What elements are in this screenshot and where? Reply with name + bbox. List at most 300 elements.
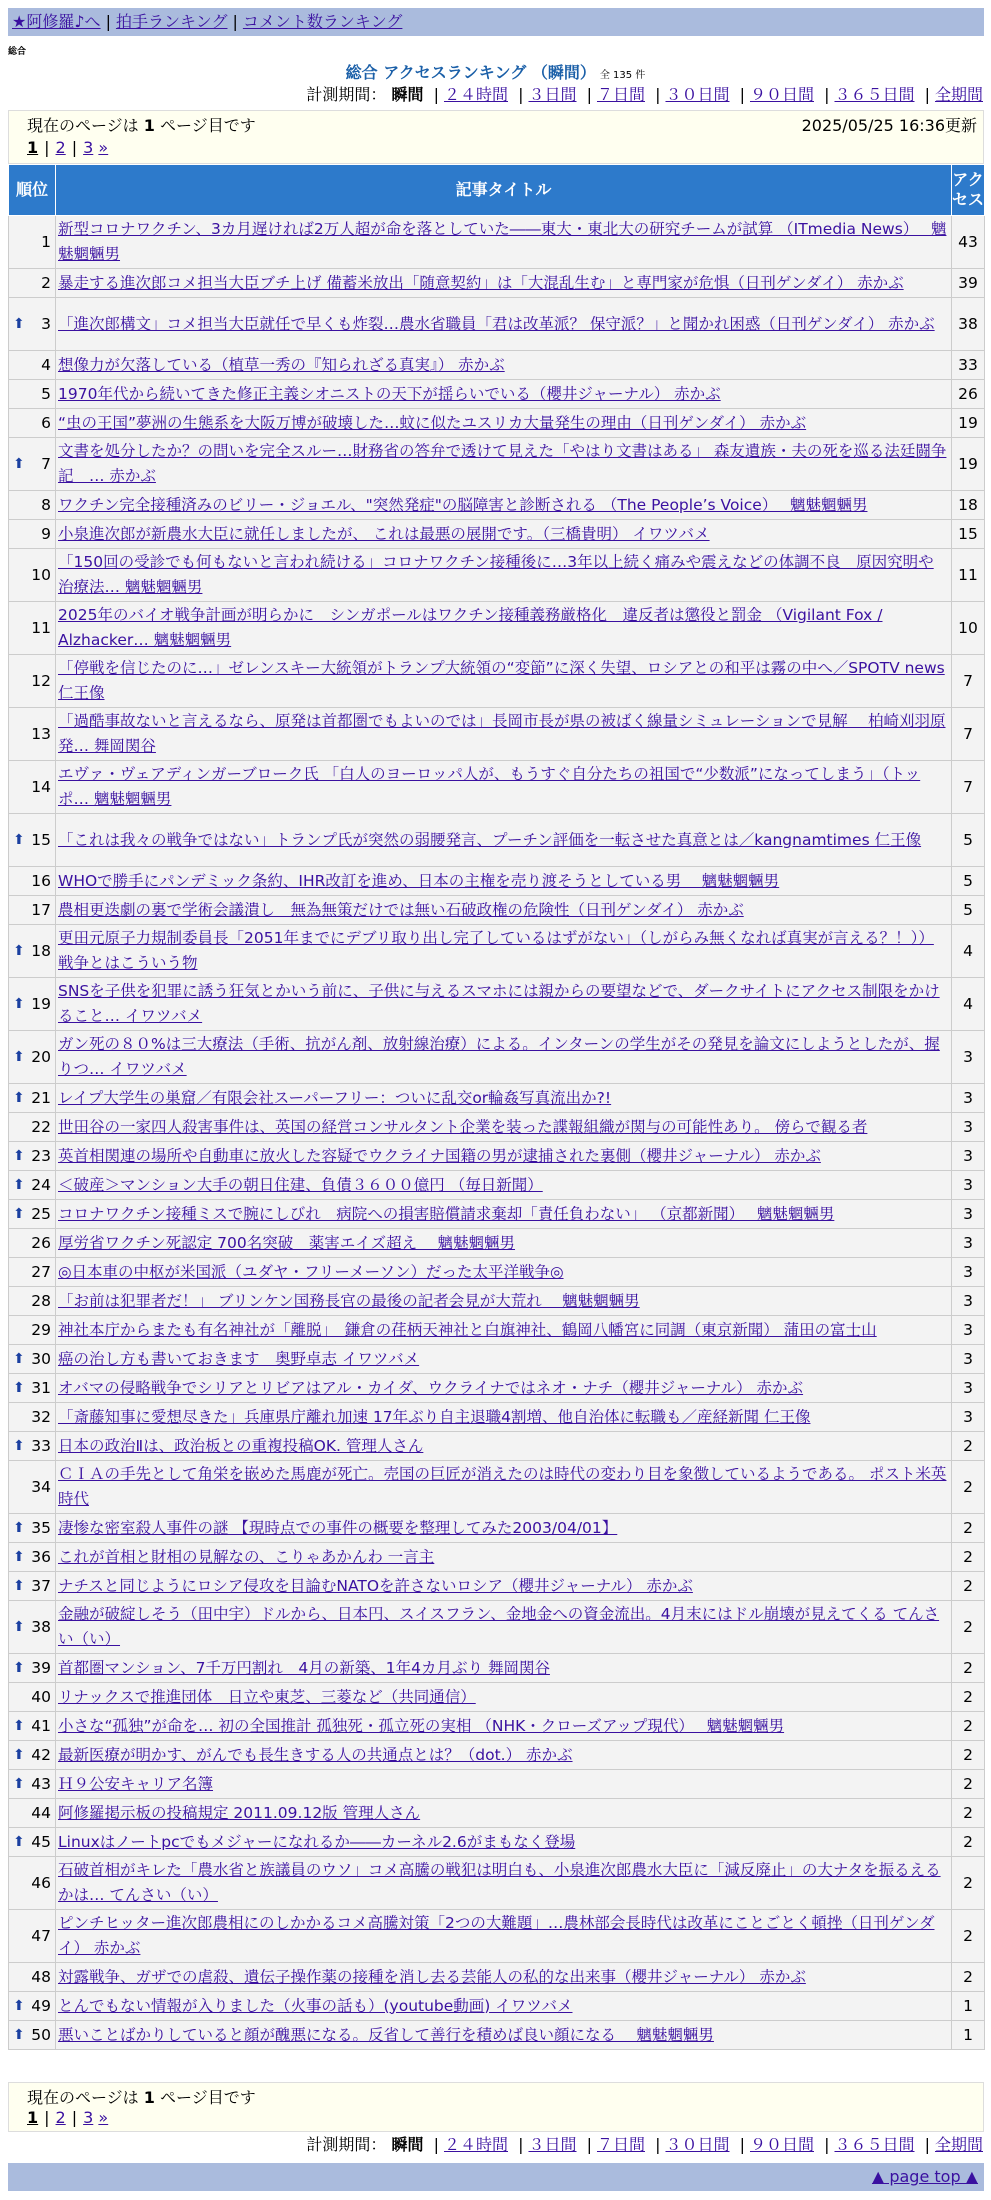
rank-cell: [9, 925, 56, 978]
title-cell: [56, 351, 952, 380]
title-cell: [56, 1712, 952, 1741]
title-cell: [56, 298, 952, 351]
rank-up-arrow-icon: ⬆: [13, 942, 25, 959]
access-count: 10: [952, 602, 985, 655]
article-title-link[interactable]: 最新医療が明かす、がんでも長生きする人の共通点とは？（dot.） 赤かぶ: [58, 1745, 573, 1764]
rank-number: 48: [31, 1967, 51, 1986]
access-count: 5: [952, 896, 985, 925]
period-link-3d[interactable]: ３日間: [528, 2135, 577, 2154]
article-title-link[interactable]: 日本の政治Ⅱは、政治板との重複投稿OK. 管理人さん: [58, 1436, 424, 1455]
page-current: 1: [27, 2108, 39, 2127]
access-count: 2: [952, 1857, 985, 1910]
rank-cell: [9, 1113, 56, 1142]
article-title-link[interactable]: レイプ大学生の巣窟／有限会社スーパーフリー：ついに乱交or輪姦写真流出か?!: [58, 1088, 612, 1107]
rank-up-arrow-icon: ⬆: [13, 1659, 25, 1676]
rank-number: 19: [31, 994, 51, 1013]
table-row: [9, 925, 985, 978]
article-title-link[interactable]: オバマの侵略戦争でシリアとリビアはアル・カイダ、ウクライナではネオ・ナチ（櫻井ジャーナル） 赤かぶ: [58, 1378, 804, 1397]
access-count: 38: [952, 298, 985, 351]
rank-number: 5: [41, 384, 51, 403]
updated-timestamp: 2025/05/25 16:36更新: [801, 116, 977, 135]
rank-cell: [9, 438, 56, 491]
table-row: [9, 1601, 985, 1654]
article-title-link[interactable]: 「停戦を信じたのに…」ゼレンスキー大統領がトランプ大統領の“変節”に深く失望、ロシアとの和平は霧の中へ／SPOTV news 仁王像: [58, 659, 945, 702]
rank-number: 23: [31, 1146, 51, 1165]
title-cell: [56, 1345, 952, 1374]
article-title-link[interactable]: 2025年のバイオ戦争計画が明らかに シンガポールはワクチン接種義務厳格化 違反者は懲役と罰金 （Vigilant Fox / Alzhacker… 魑魅魍魎男: [58, 606, 883, 649]
rank-cell: [9, 351, 56, 380]
article-title-link[interactable]: SNSを子供を犯罪に誘う狂気とかいう前に、子供に与えるスマホには親からの要望などで、ダークサイトにアクセス制限をかけること… イワツバメ: [58, 982, 940, 1025]
rank-cell: [9, 1287, 56, 1316]
title-cell: [56, 1828, 952, 1857]
access-count: 7: [952, 761, 985, 814]
rank-number: 50: [31, 2025, 51, 2044]
access-count: 3: [952, 1258, 985, 1287]
rank-up-arrow-icon: ⬆: [13, 1437, 25, 1454]
access-count: 7: [952, 708, 985, 761]
rank-number: 2: [41, 273, 51, 292]
rank-number: 18: [31, 941, 51, 960]
table-row: [9, 1461, 985, 1514]
table-row: [9, 602, 985, 655]
rank-cell: [9, 1084, 56, 1113]
access-count: 33: [952, 351, 985, 380]
rank-cell: [9, 298, 56, 351]
title-cell: [56, 655, 952, 708]
article-title-link[interactable]: 首都圏マンション、7千万円割れ 4月の新築、1年4カ月ぶり 舞岡関谷: [58, 1658, 550, 1677]
rank-cell: [9, 1963, 56, 1992]
access-count: 5: [952, 814, 985, 867]
nav-separator: |: [232, 12, 238, 31]
title-cell: [56, 1200, 952, 1229]
rank-number: 42: [31, 1745, 51, 1764]
title-cell: [56, 1963, 952, 1992]
rank-number: 20: [31, 1047, 51, 1066]
rank-up-arrow-icon: ⬆: [13, 1577, 25, 1594]
title-cell: [56, 1683, 952, 1712]
rank-cell: [9, 1171, 56, 1200]
access-count: 2: [952, 1514, 985, 1543]
table-row: [9, 978, 985, 1031]
article-title-link[interactable]: 悪いことばかりしていると顔が醜悪になる。反省して善行を積めば良い顔になる 魑魅魍魎男: [58, 2025, 714, 2044]
period-link-30d[interactable]: ３０日間: [665, 2135, 730, 2154]
period-link-3d[interactable]: ３日間: [528, 85, 577, 104]
access-count: 2: [952, 1683, 985, 1712]
category-label: 総合: [8, 47, 27, 57]
rank-up-arrow-icon: ⬆: [13, 1519, 25, 1536]
title-cell: [56, 1770, 952, 1799]
article-title-link[interactable]: 英首相関連の場所や自動車に放火した容疑でウクライナ国籍の男が逮捕された裏側（櫻井ジャーナル） 赤かぶ: [58, 1146, 821, 1165]
access-count: 3: [952, 1345, 985, 1374]
title-cell: [56, 1514, 952, 1543]
rank-number: 14: [31, 777, 51, 796]
table-row: [9, 1799, 985, 1828]
rank-cell: [9, 1258, 56, 1287]
rank-cell: [9, 1601, 56, 1654]
table-row: [9, 438, 985, 491]
rank-number: 16: [31, 871, 51, 890]
pagination-bottom: 1 | 2 | 3 »: [27, 2108, 109, 2127]
page-link-3[interactable]: 3: [83, 138, 94, 157]
rank-number: 32: [31, 1407, 51, 1426]
access-count: 2: [952, 1712, 985, 1741]
rank-cell: [9, 1741, 56, 1770]
article-title-link[interactable]: 「進次郎構文」コメ担当大臣就任で早くも炸裂…農水省職員「君は改革派？ 保守派？」と聞かれ困惑（日刊ゲンダイ） 赤かぶ: [58, 314, 935, 333]
period-link-all[interactable]: 全期間: [934, 85, 983, 104]
rank-number: 26: [31, 1233, 51, 1252]
rank-number: 25: [31, 1204, 51, 1223]
title-cell: [56, 1113, 952, 1142]
article-title-link[interactable]: Ｈ９公安キャリア名簿: [58, 1774, 214, 1793]
period-link-365d[interactable]: ３６５日間: [834, 85, 915, 104]
page-current: 1: [27, 138, 39, 157]
access-count: 18: [952, 491, 985, 520]
article-title-link[interactable]: 「過酷事故ないと言えるなら、原発は首都圏でもよいのでは」長岡市長が県の被ばく線量シミュレーションで見解 柏崎刈羽原発… 舞岡関谷: [58, 712, 946, 755]
access-count: 4: [952, 978, 985, 1031]
article-title-link[interactable]: 「斎藤知事に愛想尽きた」兵庫県庁離れ加速 17年ぶり自主退職4割増、他自治体に転職も／産経新聞 仁王像: [58, 1407, 811, 1426]
article-title-link[interactable]: 「お前は犯罪者だ！」 ブリンケン国務長官の最後の記者会見が大荒れ 魑魅魍魎男: [58, 1291, 640, 1310]
title-cell: [56, 1601, 952, 1654]
article-title-link[interactable]: ＜破産＞マンション大手の朝日住建、負債３６００億円 （毎日新聞）: [58, 1175, 543, 1194]
period-selector-bottom: 計測期間： 瞬間 | ２４時間 | ３日間 | ７日間 | ３０日間 | ９０日間 | ３６５日間 | 全期間: [306, 2135, 983, 2154]
rank-up-arrow-icon: ⬆: [13, 1618, 25, 1635]
title-cell: [56, 1084, 952, 1113]
table-row: [9, 1258, 985, 1287]
article-title-link[interactable]: ＣＩＡの手先として角栄を嵌めた馬鹿が死亡。売国の巨匠が消えたのは時代の変わり目を象徴しているようである。 ポスト米英時代: [58, 1465, 947, 1508]
article-title-link[interactable]: 金融が破綻しそう（田中宇）ドルから、日本円、スイスフラン、金地金への資金流出。4月末にはドル崩壊が見えてくる てんさい（い）: [58, 1605, 940, 1648]
article-title-link[interactable]: 暴走する進次郎コメ担当大臣ブチ上げ 備蓄米放出「随意契約」は「大混乱生む」と専門家が危惧（日刊ゲンダイ） 赤かぶ: [58, 273, 904, 292]
rank-cell: [9, 1543, 56, 1572]
rank-number: 17: [31, 900, 51, 919]
table-row: [9, 708, 985, 761]
period-link-all[interactable]: 全期間: [934, 2135, 983, 2154]
rank-number: 28: [31, 1291, 51, 1310]
rank-cell: [9, 978, 56, 1031]
access-count: 3: [952, 1171, 985, 1200]
article-title-link[interactable]: ◎日本車の中枢が米国派（ユダヤ・フリーメーソン）だった太平洋戦争◎: [58, 1262, 564, 1281]
rank-cell: [9, 655, 56, 708]
rank-number: 27: [31, 1262, 51, 1281]
rank-cell: [9, 1910, 56, 1963]
article-title-link[interactable]: 神社本庁からまたも有名神社が「離脱」 鎌倉の荏柄天神社と白旗神社、鶴岡八幡宮に同調（東京新聞） 蒲田の富士山: [58, 1320, 877, 1339]
top-nav-bar: [8, 8, 984, 36]
period-link-7d[interactable]: ７日間: [596, 2135, 645, 2154]
access-count: 3: [952, 1084, 985, 1113]
ranking-table-body: [9, 216, 985, 2050]
access-count: 3: [952, 1142, 985, 1171]
page-top-link[interactable]: ▲ page top ▲: [871, 2167, 978, 2186]
article-title-link[interactable]: 農相更迭劇の裏で学術会議潰し 無為無策だけでは無い石破政権の危険性（日刊ゲンダイ） 赤かぶ: [58, 900, 744, 919]
access-count: 2: [952, 1741, 985, 1770]
rank-up-arrow-icon: ⬆: [13, 1089, 25, 1106]
table-row: [9, 1287, 985, 1316]
article-title-link[interactable]: WHOで勝手にパンデミック条約、IHR改訂を進め、日本の主権を売り渡そうとしている男 魑魅魍魎男: [58, 871, 780, 890]
title-cell: [56, 1432, 952, 1461]
table-row: [9, 1403, 985, 1432]
rank-number: 30: [31, 1349, 51, 1368]
table-row: [9, 1741, 985, 1770]
rank-cell: [9, 1654, 56, 1683]
title-cell: [56, 1142, 952, 1171]
article-title-link[interactable]: これが首相と財相の見解なの、こりゃあかんわ 一言主: [58, 1547, 435, 1566]
title-cell: [56, 438, 952, 491]
title-cell: [56, 1857, 952, 1910]
rank-number: 8: [41, 495, 51, 514]
rank-up-arrow-icon: ⬆: [13, 2026, 25, 2043]
rank-up-arrow-icon: ⬆: [13, 1717, 25, 1734]
title-cell: [56, 1316, 952, 1345]
table-row: [9, 1963, 985, 1992]
access-count: 2: [952, 1770, 985, 1799]
rank-cell: [9, 896, 56, 925]
title-cell: [56, 1031, 952, 1084]
period-link-24h[interactable]: ２４時間: [443, 85, 508, 104]
header-rank: 順位: [9, 165, 56, 216]
rank-number: 22: [31, 1117, 51, 1136]
article-title-link[interactable]: ナチスと同じようにロシア侵攻を目論むNATOを許さないロシア（櫻井ジャーナル） 赤かぶ: [58, 1576, 693, 1595]
article-title-link[interactable]: 小さな“孤独”が命を… 初の全国推計 孤独死・孤立死の実相 （NHK・クローズアップ現代） 魑魅魍魎男: [58, 1716, 785, 1735]
article-title-link[interactable]: エヴァ・ヴェアディンガーブローク氏 「白人のヨーロッパ人が、もうすぐ自分たちの祖国で“少数派”になってしまう」（トッポ… 魑魅魍魎男: [58, 765, 921, 808]
table-row: [9, 1857, 985, 1910]
article-title-link[interactable]: 癌の治し方も書いておきます 奥野卓志 イワツバメ: [58, 1349, 420, 1368]
period-selector-top: 計測期間： 瞬間 | ２４時間 | ３日間 | ７日間 | ３０日間 | ９０日間 | ３６５日間 | 全期間: [306, 85, 983, 104]
table-row: [9, 1683, 985, 1712]
rank-up-arrow-icon: ⬆: [13, 1048, 25, 1065]
rank-number: 33: [31, 1436, 51, 1455]
table-row: [9, 351, 985, 380]
period-label: 計測期間：: [306, 85, 387, 104]
table-row: [9, 1828, 985, 1857]
rank-cell: [9, 1992, 56, 2021]
title-cell: [56, 1374, 952, 1403]
period-link-30d[interactable]: ３０日間: [665, 85, 730, 104]
rank-cell: [9, 2021, 56, 2050]
title-cell: [56, 978, 952, 1031]
access-count: 3: [952, 1113, 985, 1142]
title-cell: [56, 1572, 952, 1601]
table-row: [9, 1432, 985, 1461]
title-cell: [56, 1258, 952, 1287]
rank-cell: [9, 1374, 56, 1403]
rank-number: 1: [41, 232, 51, 251]
table-row: [9, 1992, 985, 2021]
rank-number: 46: [31, 1873, 51, 1892]
footer-bar: [8, 2163, 984, 2191]
table-row: [9, 216, 985, 269]
article-title-link[interactable]: “虫の王国”夢洲の生態系を大阪万博が破壊した…蚊に似たユスリカ大量発生の理由（日刊ゲンダイ） 赤かぶ: [58, 413, 807, 432]
rank-number: 43: [31, 1774, 51, 1793]
page-info-top: [8, 110, 984, 164]
rank-cell: [9, 520, 56, 549]
table-row: [9, 1514, 985, 1543]
rank-cell: [9, 380, 56, 409]
period-link-365d[interactable]: ３６５日間: [834, 2135, 915, 2154]
rank-number: 13: [31, 724, 51, 743]
article-title-link[interactable]: ピンチヒッター進次郎農相にのしかかるコメ高騰対策「2つの大難題」…農林部会長時代は改革にことごとく頓挫（日刊ゲンダイ） 赤かぶ: [58, 1914, 935, 1957]
rank-number: 47: [31, 1926, 51, 1945]
rank-number: 10: [31, 565, 51, 584]
clap-ranking-link[interactable]: 拍手ランキング: [115, 12, 228, 31]
period-link-90d[interactable]: ９０日間: [749, 2135, 814, 2154]
rank-up-arrow-icon: ⬆: [13, 1205, 25, 1222]
access-count: 3: [952, 1229, 985, 1258]
rank-up-arrow-icon: ⬆: [13, 831, 25, 848]
rank-cell: [9, 1200, 56, 1229]
nav-separator: |: [105, 12, 111, 31]
rank-number: 49: [31, 1996, 51, 2015]
article-title-link[interactable]: 「これは我々の戦争ではない」トランプ氏が突然の弱腰発言、プーチン評価を一転させた真意とは／kangnamtimes 仁王像: [58, 830, 922, 849]
table-row: [9, 1084, 985, 1113]
article-title-link[interactable]: 対露戦争、ガザでの虐殺、遺伝子操作薬の接種を消し去る芸能人の私的な出来事（櫻井ジャーナル） 赤かぶ: [58, 1967, 806, 1986]
access-count: 2: [952, 1910, 985, 1963]
title-cell: [56, 1654, 952, 1683]
title-cell: [56, 1403, 952, 1432]
article-title-link[interactable]: 小泉進次郎が新農水大臣に就任しましたが、 これは最悪の展開です。（三橋貴明） イワツバメ: [58, 524, 710, 543]
article-title-link[interactable]: ガン死の８０%は三大療法（手術、抗がん剤、放射線治療）による。インターンの学生がその発見を論文にしようとしたが、握りつ… イワツバメ: [58, 1035, 940, 1078]
access-count: 2: [952, 1543, 985, 1572]
article-title-link[interactable]: 凄惨な密室殺人事件の謎 【現時点での事件の概要を整理してみた2003/04/01】: [58, 1518, 618, 1537]
rank-up-arrow-icon: ⬆: [13, 1379, 25, 1396]
access-count: 5: [952, 867, 985, 896]
rank-cell: [9, 1712, 56, 1741]
access-count: 3: [952, 1316, 985, 1345]
table-header-row: [9, 165, 985, 216]
table-row: [9, 1572, 985, 1601]
table-row: [9, 1543, 985, 1572]
page-next-link[interactable]: »: [98, 2108, 109, 2127]
table-row: [9, 1229, 985, 1258]
rank-up-arrow-icon: ⬆: [13, 455, 25, 472]
table-row: [9, 896, 985, 925]
home-link[interactable]: ★阿修羅♪へ: [12, 12, 101, 31]
rank-cell: [9, 814, 56, 867]
table-row: [9, 1374, 985, 1403]
period-link-24h[interactable]: ２４時間: [443, 2135, 508, 2154]
rank-up-arrow-icon: ⬆: [13, 995, 25, 1012]
rank-cell: [9, 549, 56, 602]
article-title-link[interactable]: ワクチン完全接種済みのビリー・ジョエル、"突然発症"の脳障害と診断される （The People’s Voice） 魑魅魍魎男: [58, 495, 868, 514]
rank-cell: [9, 1229, 56, 1258]
access-count: 15: [952, 520, 985, 549]
table-row: [9, 867, 985, 896]
rank-number: 11: [31, 618, 51, 637]
article-title-link[interactable]: リナックスで推進団体 日立や東芝、三菱など（共同通信）: [58, 1687, 476, 1706]
current-page-text: 現在のページは 1 ページ目です: [27, 116, 256, 135]
rank-cell: [9, 491, 56, 520]
table-row: [9, 1770, 985, 1799]
title-cell: [56, 520, 952, 549]
article-title-link[interactable]: Linuxはノートpcでもメジャーになれるか――カーネル2.6がまもなく登場: [58, 1832, 576, 1851]
article-title-link[interactable]: 新型コロナワクチン、3カ月遅ければ2万人超が命を落としていた――東大・東北大の研究チームが試算 （ITmedia News） 魑魅魍魎男: [58, 220, 947, 263]
period-link-7d[interactable]: ７日間: [596, 85, 645, 104]
period-label: 計測期間：: [306, 2135, 387, 2154]
title-cell: [56, 216, 952, 269]
rank-number: 45: [31, 1832, 51, 1851]
period-current: 瞬間: [391, 85, 424, 104]
table-row: [9, 269, 985, 298]
rank-number: 39: [31, 1658, 51, 1677]
table-row: [9, 1712, 985, 1741]
rank-cell: [9, 602, 56, 655]
article-title-link[interactable]: 阿修羅掲示板の投稿規定 2011.09.12版 管理人さん: [58, 1803, 421, 1822]
article-title-link[interactable]: 想像力が欠落している（植草一秀の『知られざる真実』） 赤かぶ: [58, 355, 505, 374]
article-title-link[interactable]: 石破首相がキレた「農水省と族議員のウソ」コメ高騰の戦犯は明白も、小泉進次郎農水大臣に「減反廃止」の大ナタを振るえるかは… てんさい（い）: [58, 1861, 941, 1904]
article-title-link[interactable]: 「150回の受診でも何もないと言われ続ける」コロナワクチン接種後に…3年以上続く痛みや震えなどの体調不良 原因究明や治療法… 魑魅魍魎男: [58, 553, 934, 596]
rank-cell: [9, 1142, 56, 1171]
page-link-2[interactable]: 2: [55, 2108, 66, 2127]
article-title-link[interactable]: 厚労省ワクチン死認定 700名突破 薬害エイズ超え 魑魅魍魎男: [58, 1233, 516, 1252]
table-row: [9, 1113, 985, 1142]
rank-number: 34: [31, 1477, 51, 1496]
access-count: 2: [952, 1461, 985, 1514]
table-row: [9, 1654, 985, 1683]
access-count: 26: [952, 380, 985, 409]
period-link-90d[interactable]: ９０日間: [749, 85, 814, 104]
access-count: 3: [952, 1287, 985, 1316]
comment-ranking-link[interactable]: コメント数ランキング: [242, 12, 403, 31]
rank-cell: [9, 1432, 56, 1461]
table-row: [9, 655, 985, 708]
access-count: 43: [952, 216, 985, 269]
title-cell: [56, 549, 952, 602]
table-row: [9, 1910, 985, 1963]
table-row: [9, 380, 985, 409]
rank-number: 15: [31, 830, 51, 849]
title-cell: [56, 708, 952, 761]
rank-cell: [9, 1514, 56, 1543]
rank-number: 31: [31, 1378, 51, 1397]
rank-up-arrow-icon: ⬆: [13, 1833, 25, 1850]
rank-cell: [9, 1316, 56, 1345]
rank-up-arrow-icon: ⬆: [13, 1775, 25, 1792]
access-count: 3: [952, 1403, 985, 1432]
total-count: 全 135 件: [599, 70, 646, 81]
table-row: [9, 520, 985, 549]
page-next-link[interactable]: »: [98, 138, 109, 157]
article-title-link[interactable]: 文書を処分したか？の問いを完全スルー…財務省の答弁で透けて見えた「やはり文書はある」 森友遺族・夫の死を巡る法廷闘争記 … 赤かぶ: [58, 442, 947, 485]
article-title-link[interactable]: 更田元原子力規制委員長「2051年までにデブリ取り出し完了しているはずがない」（しがらみ無くなれば真実が言える？！）） 戦争とはこういう物: [58, 929, 934, 972]
title-cell: [56, 1799, 952, 1828]
table-row: [9, 814, 985, 867]
rank-number: 44: [31, 1803, 51, 1822]
header-title: 記事タイトル: [56, 165, 952, 216]
title-cell: [56, 1171, 952, 1200]
rank-up-arrow-icon: ⬆: [13, 1147, 25, 1164]
table-row: [9, 1142, 985, 1171]
title-cell: [56, 602, 952, 655]
rank-up-arrow-icon: ⬆: [13, 1997, 25, 2014]
article-title-link[interactable]: 1970年代から続いてきた修正主義シオニストの天下が揺らいでいる（櫻井ジャーナル） 赤かぶ: [58, 384, 721, 403]
rank-number: 12: [31, 671, 51, 690]
page-link-3[interactable]: 3: [83, 2108, 94, 2127]
rank-cell: [9, 1031, 56, 1084]
page-link-2[interactable]: 2: [55, 138, 66, 157]
rank-number: 35: [31, 1518, 51, 1537]
table-row: [9, 1031, 985, 1084]
rank-cell: [9, 1857, 56, 1910]
article-title-link[interactable]: コロナワクチン接種ミスで腕にしびれ 病院への損害賠償請求棄却「責任負わない」 （京都新聞） 魑魅魍魎男: [58, 1204, 835, 1223]
title-cell: [56, 409, 952, 438]
title-cell: [56, 1741, 952, 1770]
article-title-link[interactable]: 世田谷の一家四人殺害事件は、英国の経営コンサルタント企業を装った諜報組織が関与の可能性あり。 傍らで観る者: [58, 1117, 868, 1136]
table-row: [9, 549, 985, 602]
rank-number: 24: [31, 1175, 51, 1194]
access-count: 2: [952, 1432, 985, 1461]
access-count: 19: [952, 409, 985, 438]
rank-number: 41: [31, 1716, 51, 1735]
access-count: 7: [952, 655, 985, 708]
article-title-link[interactable]: とんでもない情報が入りました（火事の話も）(youtube動画) イワツバメ: [58, 1996, 573, 2015]
